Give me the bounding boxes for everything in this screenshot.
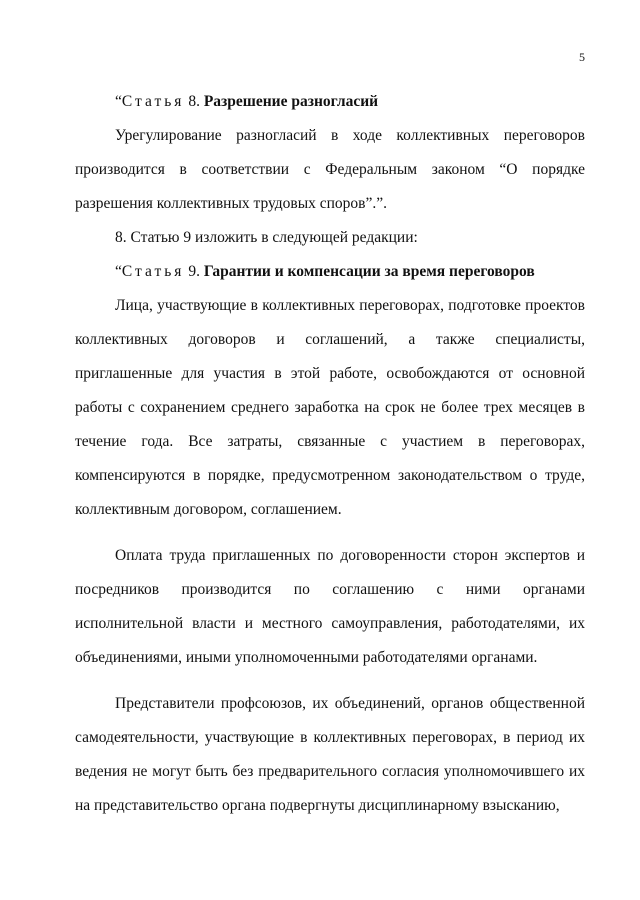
paragraph-1: Лица, участвующие в коллективных переговорах, подготовке проектов коллективных договоров и соглашений, а также специалисты, приглашенные для участия в этой работе, освобождаются от основной работы с сохранением среднего заработка на срок не более трех месяцев в течение года. Все затраты, связанные с участием в переговорах, компенсируются в порядке, предусмотренном законодательством о труде, коллективным договором, соглашением.: [75, 297, 585, 518]
paragraph-spacer: [75, 527, 585, 539]
article-9-quote: “: [115, 263, 122, 280]
page-number: 5: [579, 50, 585, 64]
article-8-quote: “: [115, 93, 122, 110]
article-8-word: Статья: [121, 93, 185, 110]
article-9-title: Гарантии и компенсации за время переговоров: [203, 263, 535, 280]
article-8-number: 8.: [188, 93, 200, 110]
article-8-heading: [75, 85, 585, 119]
article-8-text: Урегулирование разногласий в ходе коллективных переговоров производится в соответствии с Федеральным законом “О порядке разрешения коллективных трудовых споров”.”.: [75, 127, 585, 212]
article-9-number: 9.: [188, 263, 200, 280]
paragraph-3: Представители профсоюзов, их объединений, органов общественной самодеятельности, участвующие в коллективных переговорах, в период их ведения не могут быть без предварительного согласия уполномочившего их на представительство органа подвергнуты дисциплинарному взысканию,: [75, 695, 585, 814]
article-8-title: Разрешение разногласий: [203, 93, 379, 110]
item-8-text: 8. Статью 9 изложить в следующей редакции:: [115, 229, 418, 246]
article-9-heading: [75, 255, 585, 289]
document-body: [75, 85, 585, 823]
paragraph-spacer: [75, 675, 585, 687]
paragraph-2: Оплата труда приглашенных по договоренности сторон экспертов и посредников производится по соглашению с ними органами исполнительной власти и местного самоуправления, работодателями, их объединениями, иными уполномоченными работодателями органами.: [75, 547, 585, 666]
article-9-word: Статья: [121, 263, 185, 280]
